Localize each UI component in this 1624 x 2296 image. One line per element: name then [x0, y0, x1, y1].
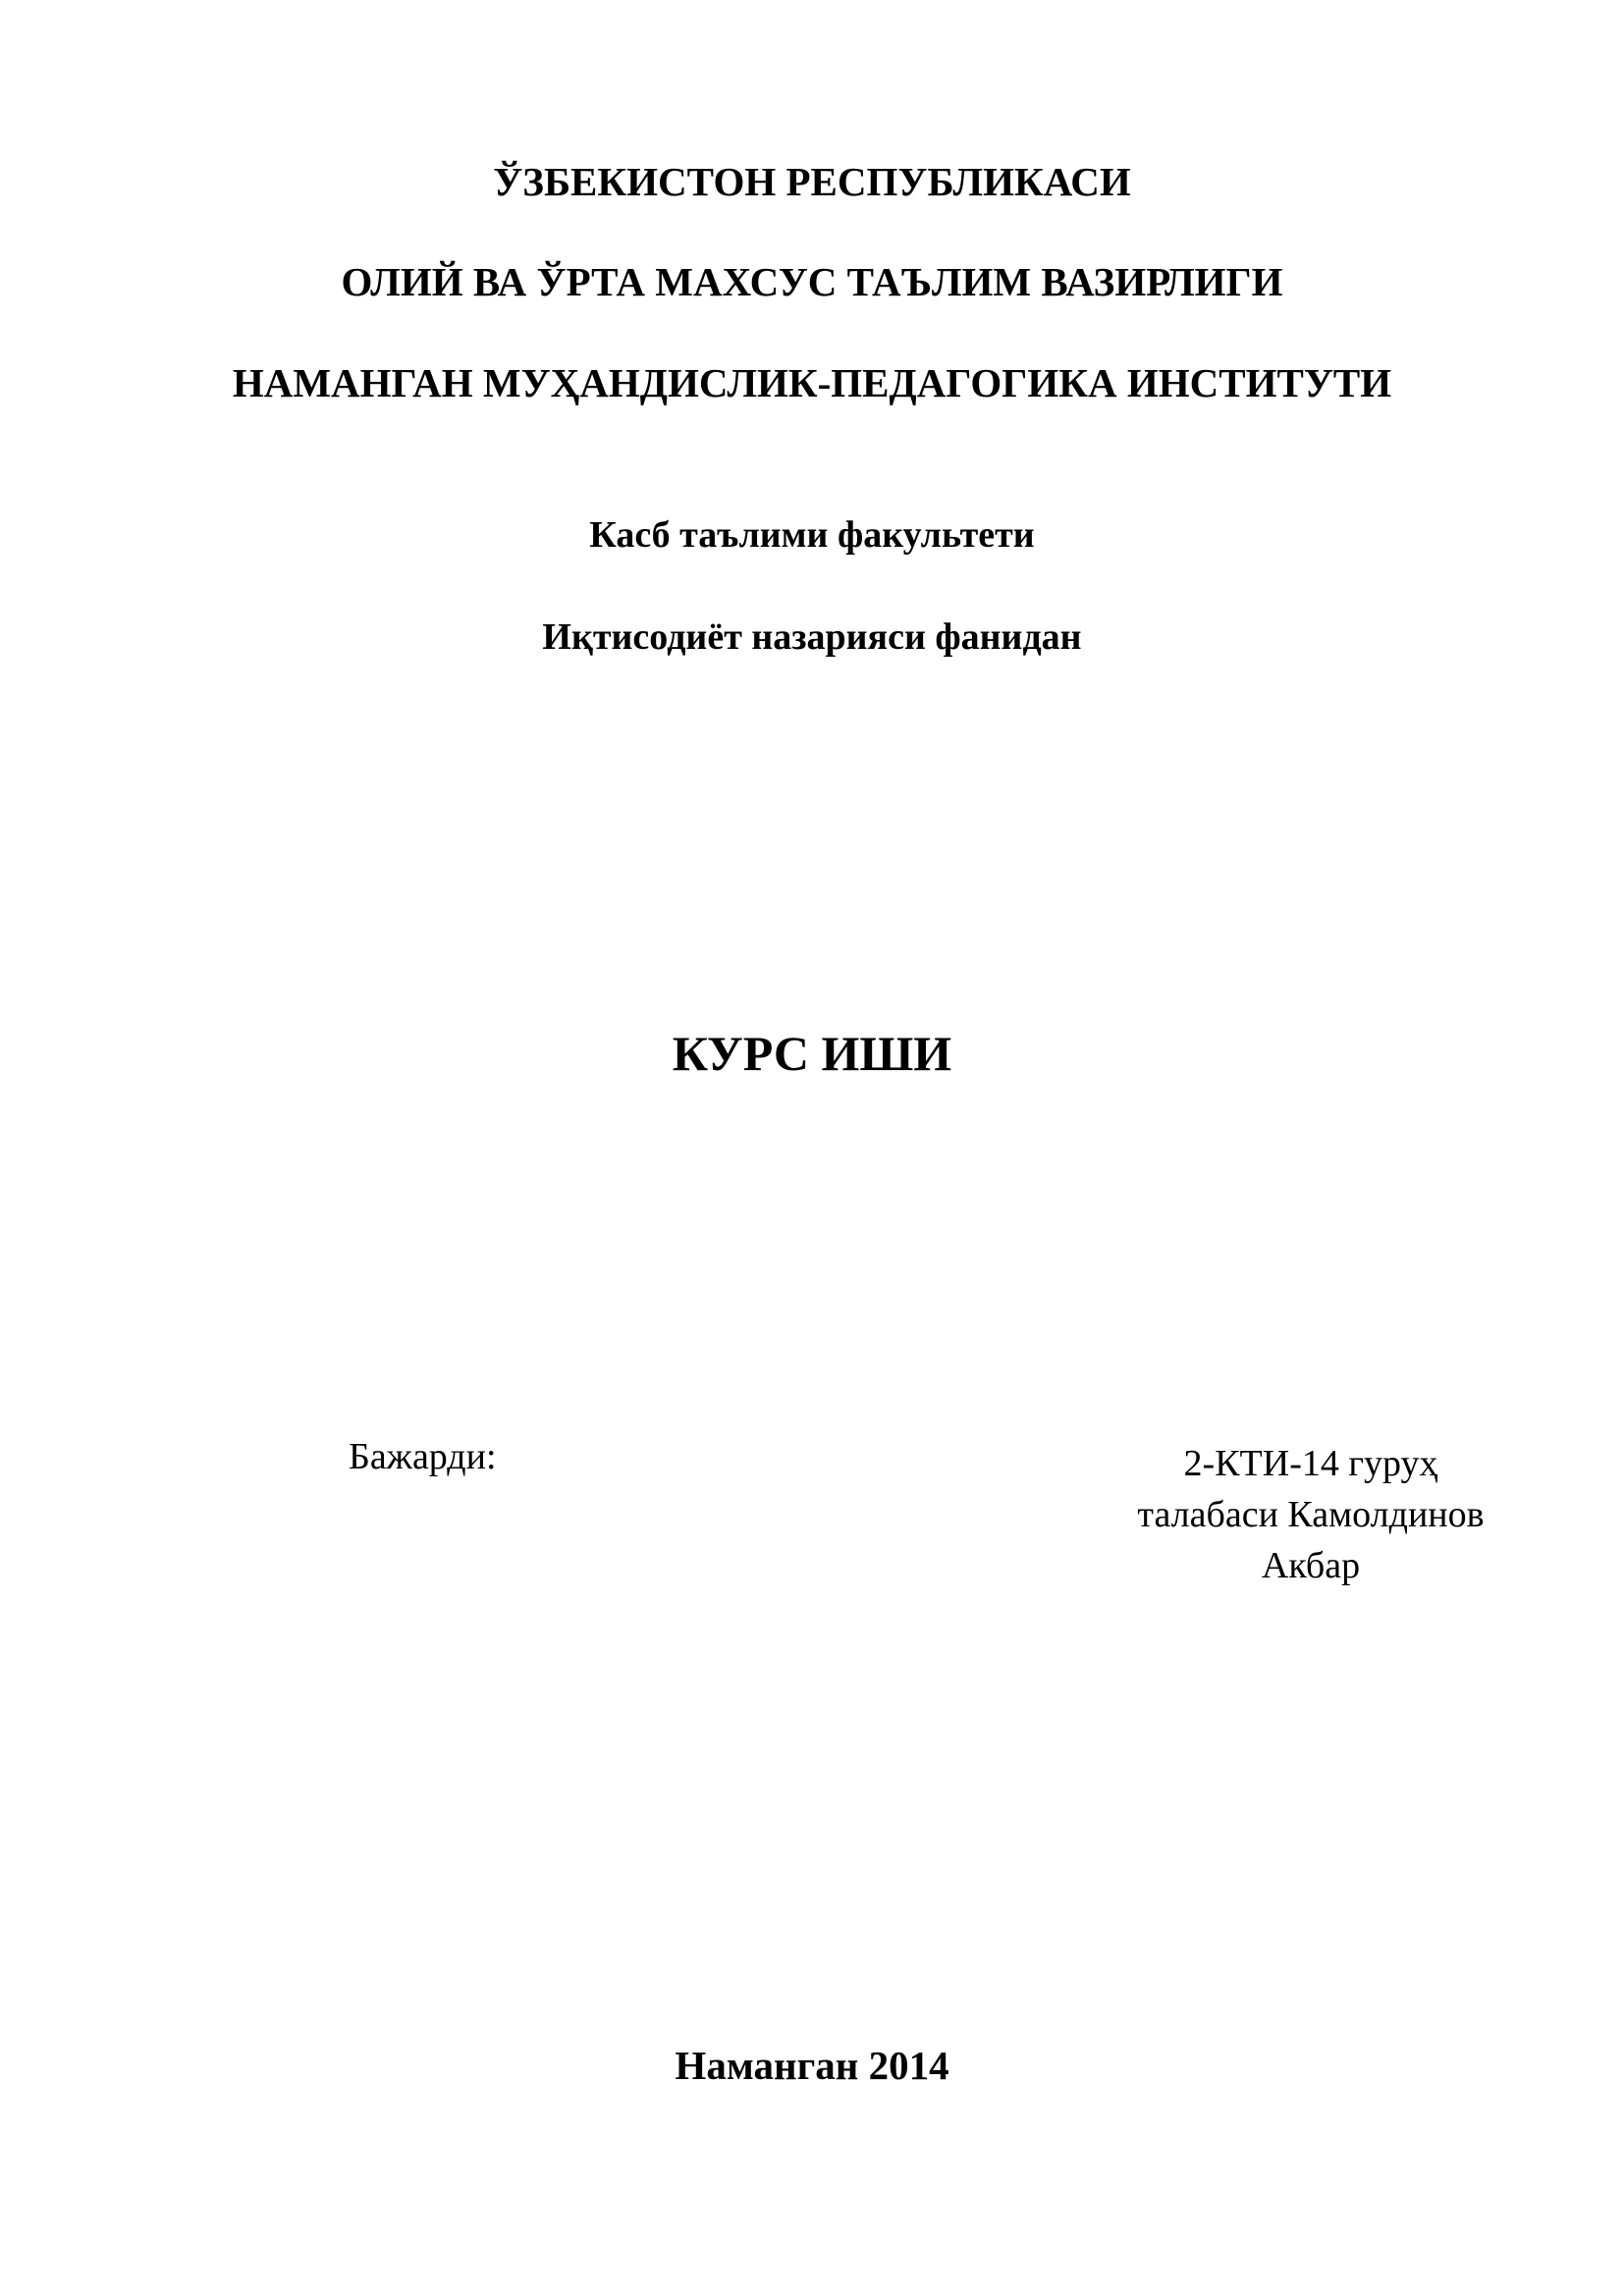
student-name-line1: талабаси Камолдинов — [1137, 1494, 1485, 1535]
student-info — [1090, 1438, 1532, 1591]
completed-by-label: Бажарди: — [349, 1436, 497, 1477]
ministry-heading: ОЛИЙ ВА ЎРТА МАХСУС ТАЪЛИМ ВАЗИРЛИГИ — [341, 259, 1283, 304]
student-name-line2: Акбар — [1261, 1545, 1361, 1586]
institute-heading: НАМАНГАН МУҲАНДИСЛИК-ПЕДАГОГИКА ИНСТИТУТИ — [232, 360, 1392, 405]
faculty-name: Касб таълими факультети — [589, 514, 1035, 556]
student-group: 2-КТИ-14 гуруҳ — [1183, 1443, 1438, 1484]
subject-name: Иқтисодиёт назарияси фанидан — [542, 616, 1082, 658]
document-title: КУРС ИШИ — [672, 1026, 952, 1081]
city-year: Наманган 2014 — [675, 2043, 949, 2088]
republic-heading: ЎЗБЕКИСТОН РЕСПУБЛИКАСИ — [493, 159, 1131, 204]
